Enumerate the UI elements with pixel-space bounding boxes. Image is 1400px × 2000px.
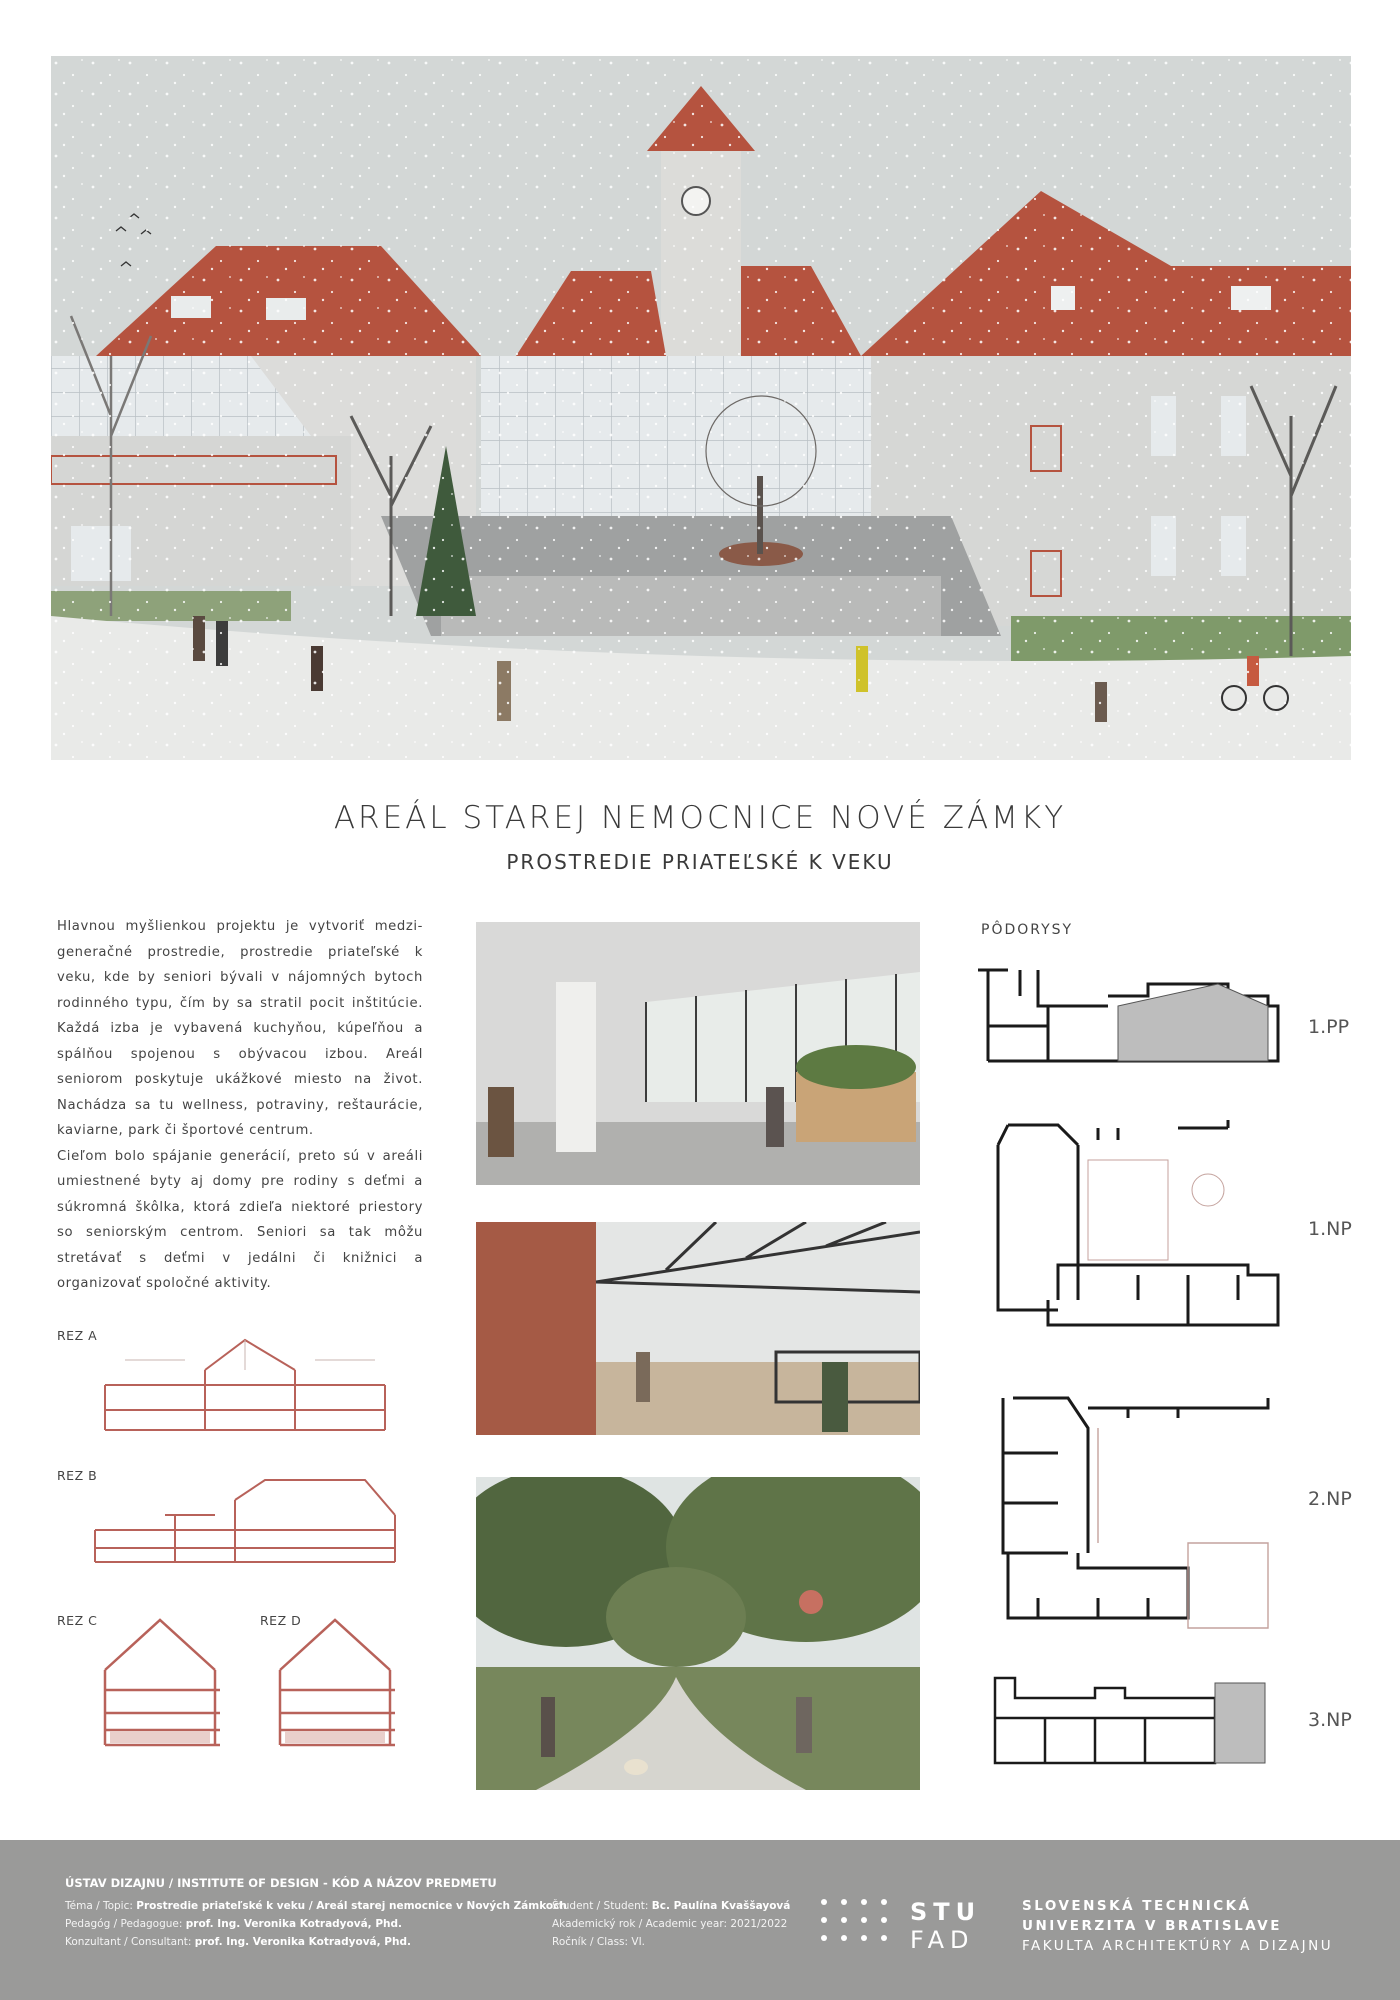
floorplan-2np-label: 2.NP [1308, 1488, 1352, 1510]
footer-consultant: Konzultant / Consultant: prof. Ing. Veronika Kotradyová, Phd. [65, 1936, 411, 1948]
floorplan-1pp-label: 1.PP [1308, 1016, 1350, 1038]
university-name-line-1: SLOVENSKÁ TECHNICKÁ [1022, 1898, 1252, 1914]
page-subtitle: PROSTREDIE PRIATEĽSKÉ K VEKU [506, 850, 894, 874]
section-d-drawing [275, 1615, 400, 1750]
section-b-drawing [85, 1470, 405, 1565]
floorplan-3np-label: 3.NP [1308, 1709, 1352, 1731]
section-d-label: REZ D [260, 1613, 302, 1628]
render-park [476, 1477, 920, 1790]
logo-stu-text: STU [910, 1898, 982, 1926]
logo-fad-text: FAD [910, 1926, 975, 1954]
hero-exterior-render [51, 56, 1351, 760]
footer-student: Študent / Student: Bc. Paulína Kvaššayová [552, 1900, 791, 1912]
section-b-label: REZ B [57, 1468, 98, 1483]
description-paragraph-2: Cieľom bolo spájanie generácií, preto sú v areáli umiestnené byty aj domy pre rodiny s deťmi a súkromná škôlka, ktorá zdieľa niektoré priestory so seniorským centrom. Seniori sa tak môžu stretávať s deťmi v jedálni či knižnici a organizovať spoločné aktivity. [57, 1148, 423, 1291]
footer-year: Akademický rok / Academic year: 2021/2022 [552, 1918, 788, 1930]
faculty-name: FAKULTA ARCHITEKTÚRY A DIZAJNU [1022, 1938, 1334, 1954]
stu-dots-logo-icon [820, 1898, 892, 1954]
footer-topic: Téma / Topic: Prostredie priateľské k veku / Areál starej nemocnice v Nových Zámkoch [65, 1900, 567, 1912]
section-c-drawing [100, 1615, 225, 1750]
footer-institute: ÚSTAV DIZAJNU / INSTITUTE OF DESIGN - KÓD A NÁZOV PREDMETU [65, 1876, 497, 1890]
footer-class: Ročník / Class: VI. [552, 1936, 646, 1948]
footer-pedagogue: Pedagóg / Pedagogue: prof. Ing. Veronika Kotradyová, Phd. [65, 1918, 402, 1930]
floorplan-1pp [978, 966, 1283, 1078]
floorplan-3np [985, 1673, 1275, 1768]
description-paragraph-1: Hlavnou myšlienkou projektu je vytvoriť medzi-generačné prostredie, prostredie priateľské k veku, kde by seniori bývali v nájomných bytoch rodinného typu, čím by sa stratil pocit inštitúcie. Každá izba je vybavená kuchyňou, kúpeľňou a spálňou spojenou s obývacou izbou. Areál seniorom poskytuje ukážkové miesto na život. Nachádza sa tu wellness, potraviny, reštaurácie, kaviarne, park či športové centrum. [57, 919, 423, 1138]
university-name-line-2: UNIVERZITA V BRATISLAVE [1022, 1918, 1282, 1934]
render-glass-hall [476, 1222, 920, 1435]
floorplan-1np [978, 1120, 1283, 1345]
section-a-label: REZ A [57, 1328, 98, 1343]
render-interior-atrium [476, 922, 920, 1185]
project-description [57, 914, 423, 1297]
page-title: AREÁL STAREJ NEMOCNICE NOVÉ ZÁMKY [333, 800, 1067, 836]
section-c-label: REZ C [57, 1613, 98, 1628]
footer-bar [0, 1840, 1400, 2000]
floorplan-2np [978, 1393, 1283, 1633]
floorplan-1np-label: 1.NP [1308, 1218, 1352, 1240]
floorplans-heading: PÔDORYSY [981, 922, 1074, 938]
section-a-drawing [95, 1330, 395, 1435]
